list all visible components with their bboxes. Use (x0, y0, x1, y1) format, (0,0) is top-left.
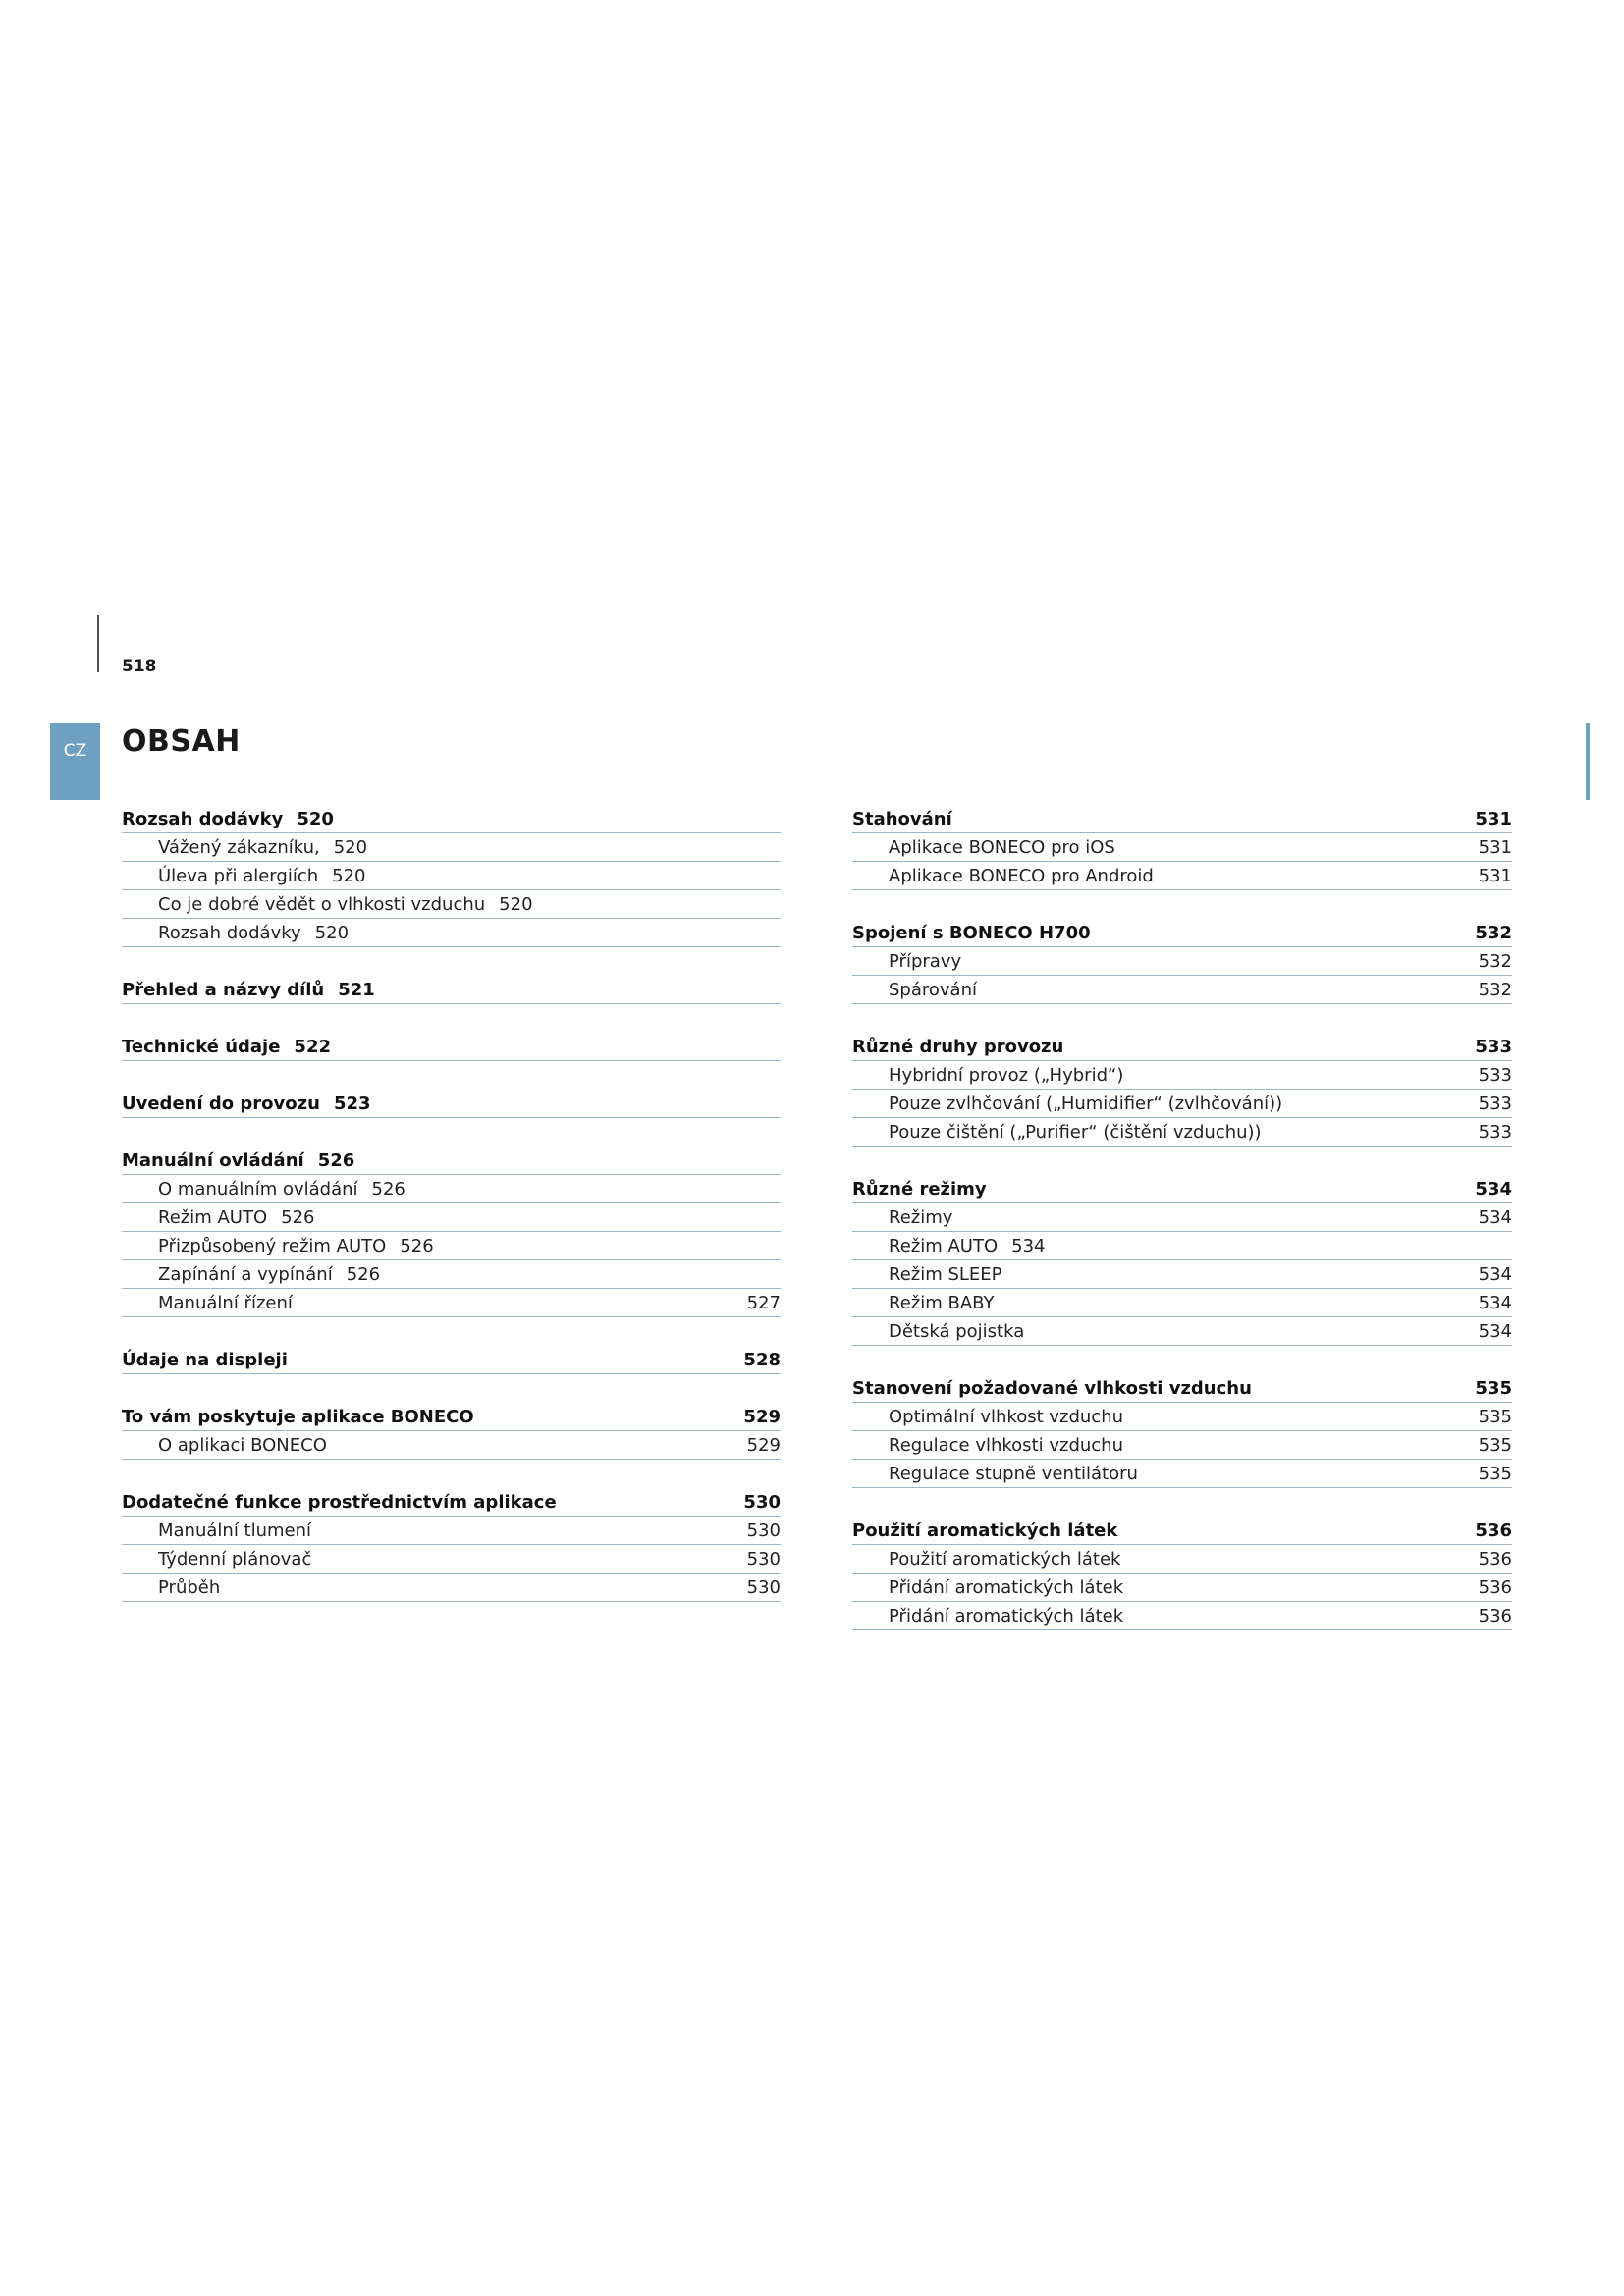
toc-entry-label: Manuální tlumení (158, 1521, 312, 1541)
toc-page-number: 534 (1478, 1321, 1512, 1342)
toc-page-number: 530 (746, 1577, 781, 1598)
toc-entry-label: Použití aromatických látek (889, 1549, 1121, 1570)
toc-subentry[interactable] (852, 1118, 1512, 1147)
toc-entry-label: Režimy (889, 1207, 953, 1228)
toc-subentry[interactable] (852, 1574, 1512, 1602)
toc-subentry[interactable] (852, 1403, 1512, 1431)
toc-section-entry[interactable] (852, 1517, 1512, 1545)
toc-entry-label: Hybridní provoz („Hybrid“) (889, 1065, 1124, 1086)
toc-page-number: 520 (297, 809, 334, 829)
page-number: 518 (122, 657, 157, 676)
toc-section-entry[interactable] (122, 1147, 781, 1175)
toc-page-number: 526 (400, 1236, 434, 1256)
toc-spacer (122, 1374, 781, 1403)
toc-subentry[interactable] (122, 1175, 781, 1203)
toc-entry-label: Spojení s BONECO H700 (852, 923, 1091, 943)
toc-page-number: 532 (1478, 980, 1512, 1000)
toc-section-entry[interactable] (852, 1175, 1512, 1203)
toc-spacer (122, 1460, 781, 1488)
toc-page-number: 536 (1475, 1521, 1512, 1541)
toc-page-number: 534 (1478, 1264, 1512, 1285)
toc-spacer (852, 890, 1512, 919)
toc-subentry[interactable] (852, 1602, 1512, 1630)
toc-left-column (122, 805, 781, 1602)
toc-subentry[interactable] (122, 1545, 781, 1574)
toc-page-number: 536 (1478, 1606, 1512, 1627)
toc-page-number: 528 (743, 1350, 781, 1370)
toc-entry-label: Použití aromatických látek (852, 1521, 1118, 1541)
toc-entry-label: Přizpůsobený režim AUTO (158, 1236, 387, 1256)
toc-page-number: 532 (1478, 951, 1512, 972)
toc-page-number: 531 (1475, 809, 1512, 829)
toc-page-number: 523 (333, 1094, 371, 1114)
toc-page-number: 527 (746, 1293, 781, 1313)
toc-page-number: 535 (1478, 1464, 1512, 1484)
toc-entry-label: Vážený zákazníku, (158, 837, 320, 858)
toc-subentry[interactable] (852, 947, 1512, 976)
toc-entry-label: Přidání aromatických látek (889, 1606, 1124, 1627)
toc-entry-label: Uvedení do provozu (122, 1094, 320, 1114)
toc-entry-label: Pouze čištění („Purifier“ (čištění vzduchu)) (889, 1122, 1262, 1143)
toc-spacer (122, 947, 781, 976)
toc-entry-label: Režim SLEEP (889, 1264, 1002, 1285)
toc-entry-label: Manuální řízení (158, 1293, 293, 1313)
toc-entry-label: O manuálním ovládání (158, 1179, 358, 1200)
toc-entry-label: Technické údaje (122, 1037, 281, 1057)
toc-section-entry[interactable] (122, 1488, 781, 1517)
toc-entry-label: Dodatečné funkce prostřednictvím aplikace (122, 1492, 557, 1513)
toc-section-entry[interactable] (852, 805, 1512, 833)
toc-page-number: 535 (1478, 1435, 1512, 1456)
toc-spacer (852, 1488, 1512, 1517)
toc-entry-label: Úleva při alergiích (158, 866, 319, 886)
toc-page-number: 526 (371, 1179, 406, 1200)
toc-entry-label: Různé režimy (852, 1179, 987, 1200)
toc-page-number: 533 (1478, 1094, 1512, 1114)
page-title: OBSAH (122, 724, 241, 759)
toc-page-number: 520 (499, 894, 533, 915)
toc-entry-label: Režim AUTO (158, 1207, 268, 1228)
toc-section-entry[interactable] (852, 1374, 1512, 1403)
toc-page-number: 536 (1478, 1577, 1512, 1598)
toc-subentry[interactable] (122, 919, 781, 947)
header-rule (97, 615, 99, 672)
toc-spacer (122, 1118, 781, 1147)
toc-page-number: 532 (1475, 923, 1512, 943)
toc-entry-label: Různé druhy provozu (852, 1037, 1064, 1057)
toc-subentry[interactable] (852, 1460, 1512, 1488)
toc-subentry[interactable] (852, 1317, 1512, 1346)
toc-section-entry[interactable] (852, 919, 1512, 947)
toc-spacer (122, 1317, 781, 1346)
toc-page-number: 533 (1475, 1037, 1512, 1057)
toc-subentry[interactable] (852, 862, 1512, 890)
toc-subentry[interactable] (852, 1061, 1512, 1090)
toc-entry-label: Aplikace BONECO pro iOS (889, 837, 1115, 858)
toc-entry-label: Zapínání a vypínání (158, 1264, 333, 1285)
toc-page-number: 536 (1478, 1549, 1512, 1570)
toc-page-number: 533 (1478, 1122, 1512, 1143)
toc-section-entry[interactable] (122, 1403, 781, 1431)
toc-page-number: 521 (338, 980, 375, 1000)
toc-section-entry[interactable] (852, 1033, 1512, 1061)
toc-page-number: 520 (332, 866, 366, 886)
toc-section-entry[interactable] (122, 805, 781, 833)
toc-entry-label: Spárování (889, 980, 977, 1000)
language-tab-label: CZ (63, 741, 87, 761)
toc-entry-label: Údaje na displeji (122, 1350, 288, 1370)
toc-subentry[interactable] (852, 1289, 1512, 1317)
toc-subentry[interactable] (852, 1431, 1512, 1460)
toc-entry-label: Manuální ovládání (122, 1150, 304, 1171)
toc-subentry[interactable] (852, 1545, 1512, 1574)
toc-section-entry[interactable] (122, 1033, 781, 1061)
toc-page-number: 520 (314, 923, 350, 943)
toc-entry-label: Aplikace BONECO pro Android (889, 866, 1154, 886)
toc-entry-label: Přidání aromatických látek (889, 1577, 1124, 1598)
toc-entry-label: Režim BABY (889, 1293, 995, 1313)
toc-page-number: 529 (743, 1407, 781, 1427)
toc-entry-label: Regulace vlhkosti vzduchu (889, 1435, 1123, 1456)
toc-entry-label: Stahování (852, 809, 952, 829)
toc-entry-label: Režim AUTO (889, 1236, 999, 1256)
toc-subentry[interactable] (122, 833, 781, 862)
toc-page-number: 534 (1475, 1179, 1512, 1200)
toc-entry-label: To vám poskytuje aplikace BONECO (122, 1407, 474, 1427)
toc-page-number: 522 (294, 1037, 331, 1057)
toc-spacer (122, 1061, 781, 1090)
toc-subentry[interactable] (122, 1203, 781, 1232)
toc-entry-label: Přípravy (889, 951, 962, 972)
toc-spacer (852, 1147, 1512, 1175)
toc-section-entry[interactable] (122, 976, 781, 1004)
toc-entry-label: Průběh (158, 1577, 221, 1598)
toc-page-number: 535 (1475, 1378, 1512, 1399)
toc-spacer (852, 1346, 1512, 1374)
toc-entry-label: Rozsah dodávky (122, 809, 284, 829)
toc-section-entry[interactable] (122, 1090, 781, 1118)
toc-subentry[interactable] (852, 833, 1512, 862)
toc-page-number: 520 (333, 837, 368, 858)
toc-page-number: 531 (1478, 866, 1512, 886)
toc-right-column (852, 805, 1512, 1630)
toc-subentry[interactable] (852, 1203, 1512, 1232)
toc-page-number: 534 (1478, 1293, 1512, 1313)
toc-page-number: 533 (1478, 1065, 1512, 1086)
toc-entry-label: Co je dobré vědět o vlhkosti vzduchu (158, 894, 486, 915)
toc-entry-label: Stanovení požadované vlhkosti vzduchu (852, 1378, 1252, 1399)
toc-page-number: 529 (746, 1435, 781, 1456)
toc-entry-label: Regulace stupně ventilátoru (889, 1464, 1138, 1484)
toc-subentry[interactable] (122, 1289, 781, 1317)
toc-subentry[interactable] (122, 1260, 781, 1289)
toc-page-number: 526 (281, 1207, 315, 1228)
toc-entry-label: Přehled a názvy dílů (122, 980, 325, 1000)
toc-page-number: 531 (1478, 837, 1512, 858)
toc-entry-label: Týdenní plánovač (158, 1549, 312, 1570)
toc-subentry[interactable] (122, 862, 781, 890)
toc-page-number: 535 (1478, 1407, 1512, 1427)
toc-page-number: 530 (743, 1492, 781, 1513)
toc-page-number: 526 (317, 1150, 355, 1171)
toc-subentry[interactable] (122, 1232, 781, 1260)
toc-page-number: 530 (746, 1521, 781, 1541)
toc-subentry[interactable] (852, 1232, 1512, 1260)
toc-section-entry[interactable] (122, 1346, 781, 1374)
toc-subentry[interactable] (122, 1574, 781, 1602)
toc-page-number: 526 (346, 1264, 381, 1285)
toc-entry-label: O aplikaci BONECO (158, 1435, 327, 1456)
toc-spacer (852, 1004, 1512, 1033)
toc-entry-label: Rozsah dodávky (158, 923, 301, 943)
toc-subentry[interactable] (122, 1431, 781, 1460)
toc-entry-label: Optimální vlhkost vzduchu (889, 1407, 1124, 1427)
language-tab (50, 723, 100, 800)
toc-entry-label: Dětská pojistka (889, 1321, 1025, 1342)
toc-subentry[interactable] (122, 890, 781, 919)
toc-entry-label: Pouze zvlhčování („Humidifier“ (zvlhčování)) (889, 1094, 1283, 1114)
toc-subentry[interactable] (122, 1517, 781, 1545)
toc-subentry[interactable] (852, 976, 1512, 1004)
toc-spacer (122, 1004, 781, 1033)
toc-page-number: 534 (1011, 1236, 1046, 1256)
toc-page-number: 534 (1478, 1207, 1512, 1228)
toc-subentry[interactable] (852, 1090, 1512, 1118)
edge-marker (1586, 723, 1590, 800)
toc-page-number: 530 (746, 1549, 781, 1570)
toc-subentry[interactable] (852, 1260, 1512, 1289)
